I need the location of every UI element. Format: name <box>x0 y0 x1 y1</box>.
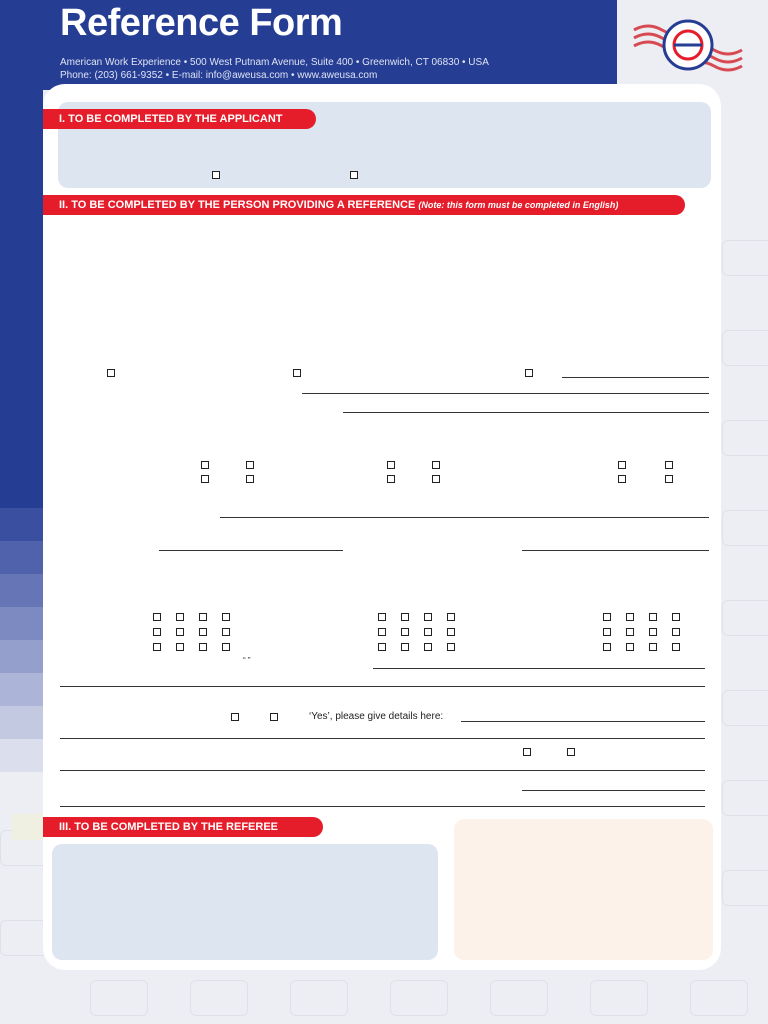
line-field-5[interactable] <box>522 550 709 551</box>
section-applicant-header: I. TO BE COMPLETED BY THE APPLICANT <box>43 109 316 129</box>
checkbox-b2[interactable] <box>432 461 440 469</box>
checkbox-c2[interactable] <box>665 461 673 469</box>
checkbox-a1[interactable] <box>201 461 209 469</box>
checkbox-d1[interactable] <box>523 748 531 756</box>
section-reference-note: (Note: this form must be completed in English) <box>418 200 619 210</box>
line-details-2[interactable] <box>60 738 705 739</box>
checkbox-b1[interactable] <box>387 461 395 469</box>
contact-line: Phone: (203) 661-9352 • E-mail: info@aweusa.com • www.aweusa.com <box>60 70 378 81</box>
line-field-6[interactable] <box>373 668 705 669</box>
checkbox-c4[interactable] <box>665 475 673 483</box>
line-field-3[interactable] <box>220 517 709 518</box>
checkbox-b4[interactable] <box>432 475 440 483</box>
line-field-10[interactable] <box>60 806 705 807</box>
checkbox-a3[interactable] <box>201 475 209 483</box>
line-field-9[interactable] <box>522 790 705 791</box>
checkbox-yes[interactable] <box>231 713 239 721</box>
section-referee-header: III. TO BE COMPLETED BY THE REFEREE <box>43 817 323 837</box>
checkbox-relationship-1[interactable] <box>107 369 115 377</box>
line-field-1[interactable] <box>302 393 709 394</box>
line-field-7[interactable] <box>60 686 705 687</box>
checkbox-a2[interactable] <box>246 461 254 469</box>
checkbox-c1[interactable] <box>618 461 626 469</box>
checkbox-relationship-3[interactable] <box>525 369 533 377</box>
checkbox-c3[interactable] <box>618 475 626 483</box>
checkbox-d2[interactable] <box>567 748 575 756</box>
checkbox-no[interactable] <box>270 713 278 721</box>
checkbox-relationship-2[interactable] <box>293 369 301 377</box>
line-field-2[interactable] <box>343 412 709 413</box>
address-line: American Work Experience • 500 West Putnam Avenue, Suite 400 • Greenwich, CT 06830 • USA <box>60 57 489 68</box>
line-field-4[interactable] <box>159 550 343 551</box>
section-reference-title: II. TO BE COMPLETED BY THE PERSON PROVIDING A REFERENCE <box>59 199 416 211</box>
checkbox-b3[interactable] <box>387 475 395 483</box>
section-reference-header <box>43 195 685 215</box>
applicant-checkbox-1[interactable] <box>212 171 220 179</box>
signature-panel[interactable] <box>454 819 713 960</box>
checkbox-a4[interactable] <box>246 475 254 483</box>
line-other[interactable] <box>562 377 709 378</box>
quote-marks: “ ” <box>243 656 251 665</box>
referee-panel[interactable] <box>52 844 438 960</box>
applicant-checkbox-2[interactable] <box>350 171 358 179</box>
yes-details-label: ‘Yes’, please give details here: <box>309 711 444 722</box>
line-field-8[interactable] <box>60 770 705 771</box>
form-title: Reference Form <box>60 2 343 44</box>
left-band <box>0 88 43 508</box>
flag-globe-logo <box>630 12 746 78</box>
line-details-1[interactable] <box>461 721 705 722</box>
